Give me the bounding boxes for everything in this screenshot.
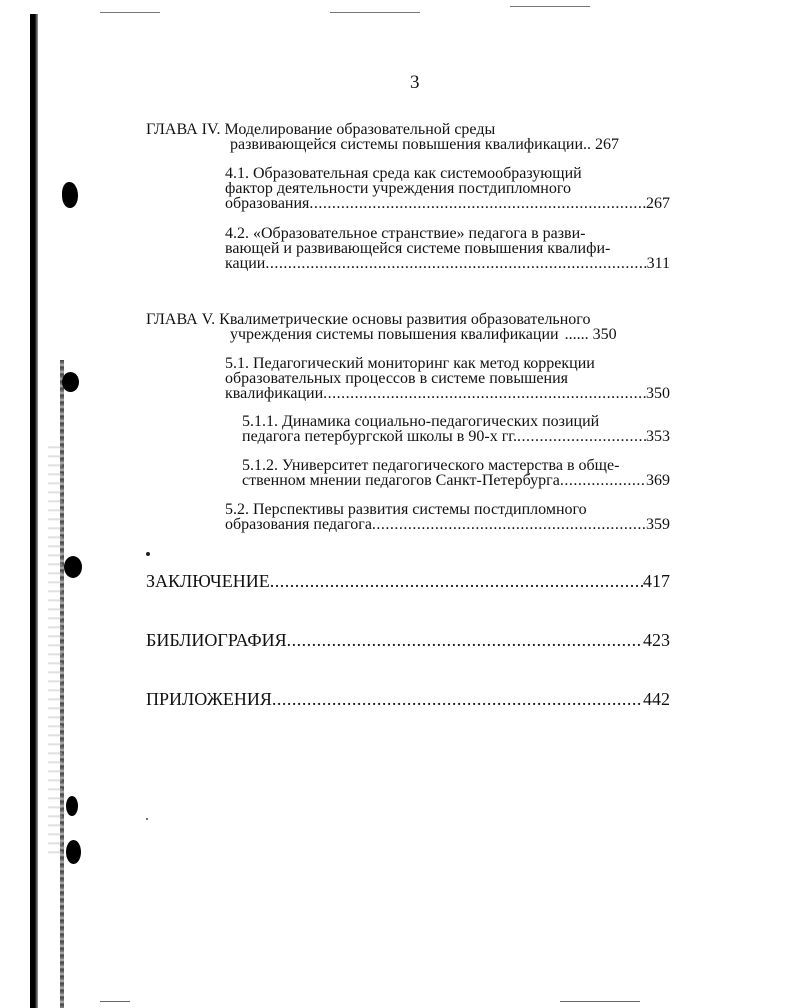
toc-line-last (146, 137, 670, 152)
toc-leader: .. (583, 136, 592, 153)
toc-page: 423 (643, 630, 670, 650)
toc-leader (309, 196, 646, 211)
toc-leader (272, 692, 643, 707)
toc-line-last (146, 327, 670, 342)
toc-line: 4.1. Образовательная среда как системообразующий (225, 165, 582, 182)
toc-line: ГЛАВА IV. Моделирование образовательной среды (146, 121, 496, 138)
toc-line-text: образования педагога (225, 516, 372, 533)
toc-page: 267 (646, 195, 670, 212)
toc-line-text: педагога петербургской школы в 90-х гг. (242, 428, 518, 445)
toc-line: вающей и развивающейся системе повышения квалифи- (225, 240, 611, 257)
toc-leader (265, 256, 646, 271)
toc-line: 4.2. «Образовательное странствие» педагога в разви- (225, 225, 586, 242)
toc-page: 350 (646, 385, 670, 402)
toc-page: 311 (646, 255, 670, 272)
toc-line-text: учреждения системы повышения квалификации (230, 326, 559, 343)
toc-line-last (242, 429, 670, 444)
toc-page: 359 (646, 516, 670, 533)
toc-section-5-1 (225, 356, 670, 401)
toc-leader (287, 633, 643, 648)
toc-subsection-5-1-2 (242, 458, 670, 488)
toc-line: 5.1.1. Динамика социально-педагогических позиций (242, 413, 600, 430)
toc-line-text: БИБЛИОГРАФИЯ (146, 630, 287, 650)
toc-section-4-2 (225, 226, 670, 271)
toc-line-text: квалификации (225, 385, 324, 402)
toc-page: 267 (595, 136, 620, 153)
toc-chapter-5 (146, 312, 670, 342)
toc-line-last (225, 517, 670, 532)
toc-line: фактор деятельности учреждения постдипломного (225, 180, 571, 197)
toc-leader (323, 386, 646, 401)
toc-line-last (225, 256, 670, 271)
toc-conclusion (146, 571, 670, 591)
toc-line-last (146, 630, 670, 650)
toc-section-5-2 (225, 502, 670, 532)
toc-line-last (225, 196, 670, 211)
toc-line: образовательных процессов в системе повышения (225, 370, 568, 387)
toc-line-text: кации (225, 255, 266, 272)
toc-line: 5.2. Перспективы развития системы постдипломного (225, 501, 587, 518)
toc-leader: ...... (564, 326, 589, 343)
page-number: 3 (410, 72, 420, 93)
toc-chapter-4 (146, 122, 670, 152)
toc-leader (270, 574, 643, 589)
toc-line: ГЛАВА V. Квалиметрические основы развития образовательного (146, 311, 591, 328)
toc-line-last (242, 473, 670, 488)
toc-line-text: ПРИЛОЖЕНИЯ (146, 689, 272, 709)
toc-line-last (146, 689, 670, 709)
toc-line-last (225, 386, 670, 401)
toc-line-text: ственном мнении педагогов Санкт-Петербурга (242, 472, 560, 489)
toc-line: 5.1. Педагогический мониторинг как метод коррекции (225, 355, 595, 372)
toc-line-last (146, 571, 670, 591)
toc-line-text: ЗАКЛЮЧЕНИЕ (146, 571, 270, 591)
toc-leader (517, 429, 646, 444)
toc-line-text: образования (225, 195, 310, 212)
toc-line: 5.1.2. Университет педагогического мастерства в обще- (242, 457, 620, 474)
toc-line-text: развивающейся системы повышения квалификации (230, 136, 584, 153)
toc-appendices (146, 689, 670, 709)
toc-leader (560, 473, 646, 488)
toc-page: 442 (643, 689, 670, 709)
toc-leader (372, 517, 646, 532)
toc-page: 417 (643, 571, 670, 591)
toc-page: 353 (646, 428, 670, 445)
toc-bibliography (146, 630, 670, 650)
toc-section-4-1 (225, 166, 670, 211)
toc-page: 350 (592, 326, 617, 343)
toc-page: 369 (646, 472, 670, 489)
toc-subsection-5-1-1 (242, 414, 670, 444)
